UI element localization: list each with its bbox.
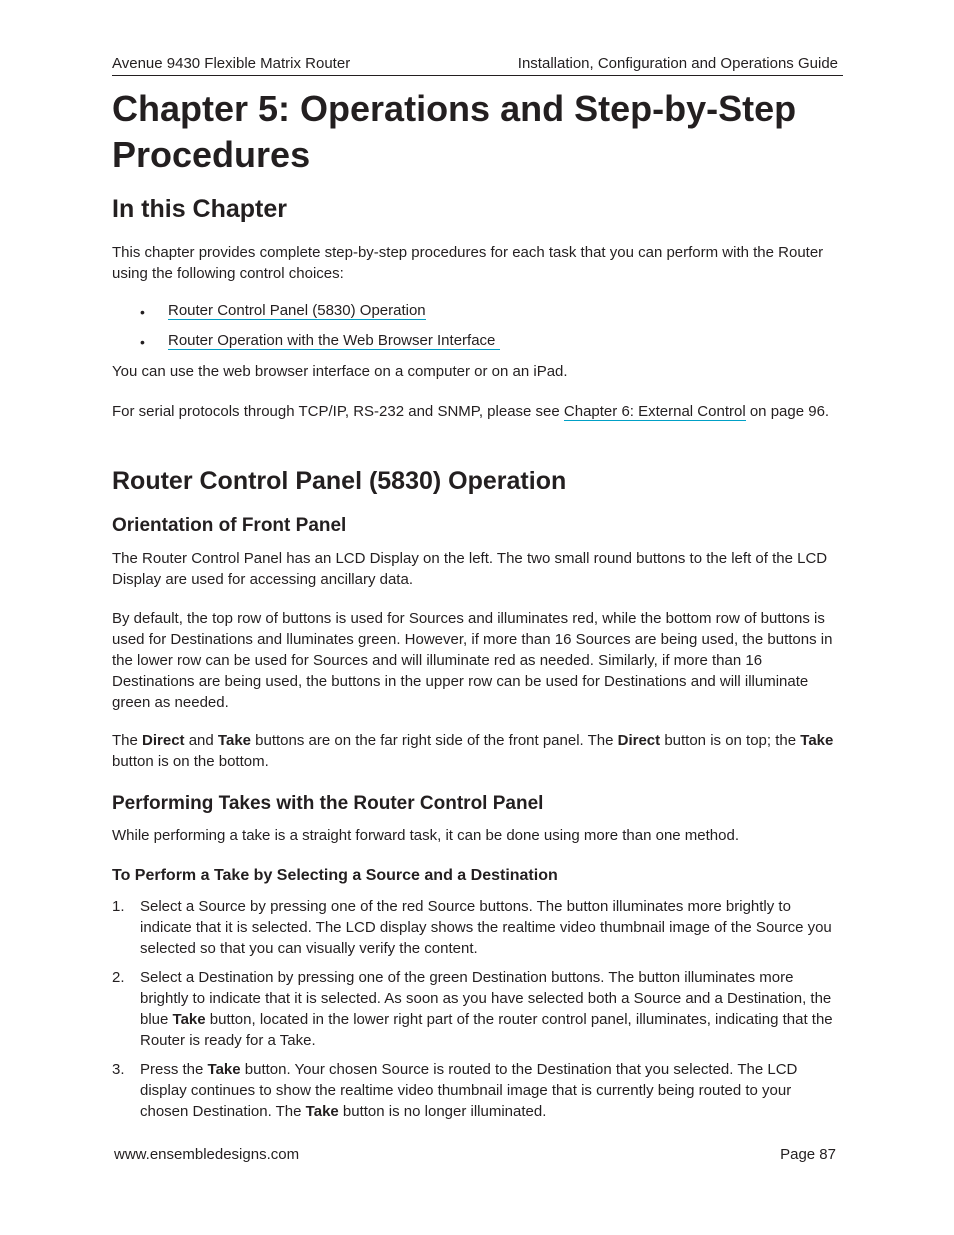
- bold-take: Take: [207, 1061, 241, 1078]
- subheading-performing-takes: Performing Takes with the Router Control Panel: [112, 793, 544, 814]
- bold-direct: Direct: [142, 732, 185, 749]
- bold-take: Take: [305, 1103, 339, 1120]
- text-run: and: [184, 732, 218, 749]
- section-heading-router-control-panel: Router Control Panel (5830) Operation: [112, 467, 567, 495]
- text-run: button. Your chosen Source is routed to the Destination that you selected. The LCD display continues to show the realtime video thumbnail image that is currently being routed to your chosen Destination. The: [140, 1061, 798, 1120]
- bold-take: Take: [217, 732, 251, 749]
- link-web-browser-interface[interactable]: [168, 331, 500, 351]
- text-run: buttons are on the far right side of the front panel. The: [251, 732, 618, 749]
- serial-protocols-note: [112, 401, 844, 422]
- takes-intro: While performing a take is a straight forward task, it can be done using more than one method.: [112, 827, 739, 844]
- text-run: The: [112, 732, 143, 749]
- serial-note-page-ref: on page 96.: [745, 403, 830, 420]
- bold-direct: Direct: [617, 732, 661, 749]
- step-1-text: Select a Source by pressing one of the red Source buttons. The button illuminates more brightly to indicate that it is selected. The LCD display shows the realtime video thumbnail image of the Source you selected so that you can visually verify the content.: [140, 898, 832, 957]
- chapter-title: Chapter 5: Operations and Step-by-Step Procedures: [112, 88, 797, 175]
- text-run: button is no longer illuminated.: [338, 1103, 547, 1120]
- bullet-icon: •: [140, 304, 145, 320]
- bold-take: Take: [800, 732, 834, 749]
- serial-note-text: For serial protocols through TCP/IP, RS-232 and SNMP, please see: [112, 403, 564, 420]
- link-chapter-6-external-control[interactable]: Chapter 6: External Control: [563, 403, 746, 420]
- procedure-heading: To Perform a Take by Selecting a Source and a Destination: [112, 867, 558, 884]
- orientation-paragraph-3: [112, 730, 844, 772]
- text-run: Press the: [140, 1061, 208, 1078]
- running-header-product: Avenue 9430 Flexible Matrix Router: [112, 55, 351, 72]
- footer-website: www.ensembledesigns.com: [114, 1146, 300, 1163]
- step-number: 2.: [112, 969, 125, 986]
- step-number: 3.: [112, 1061, 125, 1078]
- ipad-note: You can use the web browser interface on a computer or on an iPad.: [112, 363, 568, 380]
- bold-take: Take: [172, 1011, 206, 1028]
- link-text: Router Operation with the Web Browser Interface: [168, 332, 500, 349]
- in-this-chapter-heading: In this Chapter: [112, 195, 288, 223]
- orientation-paragraph-2: By default, the top row of buttons is used for Sources and illuminates red, while the bottom row of buttons is used for Destinations and lluminates green. However, if more than 16 Sources are being used, the buttons in the lower row can be used for Sources and will illuminate red as needed. Similarly, if more than 16 Destinations are being used, the buttons in the upper row can be used for Destinations and will illuminate green as needed.: [112, 610, 833, 711]
- text-run: button is on the bottom.: [112, 753, 269, 770]
- link-router-control-panel[interactable]: [168, 301, 426, 321]
- chapter-intro-paragraph: This chapter provides complete step-by-step procedures for each task that you can perform with the Router using the following control choices:: [112, 244, 824, 282]
- footer-page-number: Page 87: [780, 1146, 836, 1163]
- step-3-text: [140, 1059, 840, 1122]
- running-header-guide: Installation, Configuration and Operations Guide: [517, 55, 838, 72]
- step-2-text: [140, 967, 840, 1051]
- text-run: button is on top; the: [660, 732, 801, 749]
- text-run: button, located in the lower right part of the router control panel, illuminates, indicating that the Router is ready for a Take.: [140, 1011, 833, 1049]
- orientation-paragraph-1: The Router Control Panel has an LCD Display on the left. The two small round buttons to the left of the LCD Display are used for accessing ancillary data.: [112, 550, 828, 588]
- text-run: Select a Destination by pressing one of the green Destination buttons. The button illuminates more brightly to indicate that it is selected. As soon as you have selected both a Source and a Destination, the blue: [140, 969, 832, 1028]
- step-number: 1.: [112, 898, 125, 915]
- subheading-orientation: Orientation of Front Panel: [112, 515, 347, 536]
- link-text: Router Control Panel (5830) Operation: [168, 302, 426, 319]
- header-rule: [112, 75, 843, 76]
- bullet-icon: •: [140, 334, 145, 350]
